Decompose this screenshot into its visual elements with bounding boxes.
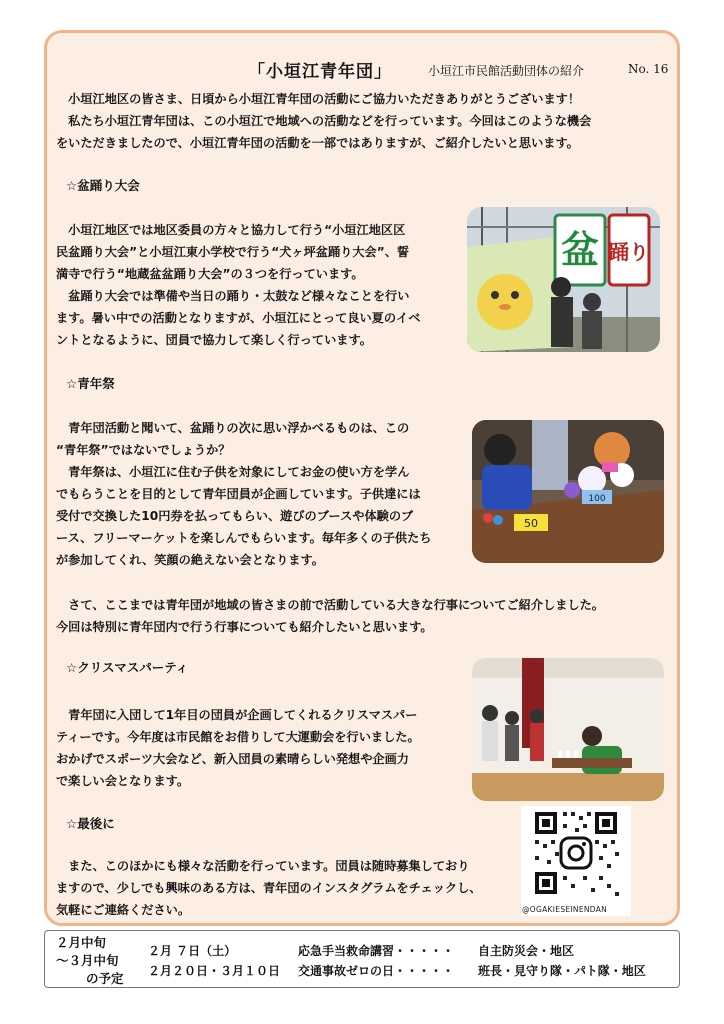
text-line: 満寺で行う“地蔵盆盆踊り大会”の３つを行っています。: [56, 267, 364, 281]
text-line: 青年団に入団して1年目の団員が企画してくれるクリスマスパー: [56, 708, 418, 722]
schedule-event: 応急手当救命講習・・・・・: [298, 944, 455, 958]
schedule-box: [44, 930, 680, 988]
odori-sign-text: 踊り: [609, 240, 649, 264]
period-line: ～３月中旬: [56, 953, 119, 968]
text-line: 民盆踊り大会”と小垣江東小学校で行う“犬ヶ坪盆踊り大会”、誓: [56, 245, 410, 259]
text-line: 今回は特別に青年団内で行う行事についても紹介したいと思います。: [56, 620, 433, 634]
text-line: 受付で交換した10円券を払ってもらい、遊びのブースや体験のブ: [56, 509, 414, 523]
price-tag: 100: [588, 494, 606, 504]
text-line: また、このほかにも様々な活動を行っています。団員は随時募集しており: [56, 859, 470, 873]
text-line: ース、フリーマーケットを楽しんでもらいます。毎年多くの子供たち: [56, 531, 432, 545]
schedule-event: 交通事故ゼロの日・・・・・: [298, 964, 455, 978]
intro-line: 小垣江地区の皆さま、日頃から小垣江青年団の活動にご協力いただきありがとうございます！: [56, 92, 581, 106]
instagram-qr-code[interactable]: [521, 806, 631, 916]
text-line: さて、ここまでは青年団が地域の皆さまの前で活動している大きな行事についてご紹介しました。: [56, 598, 604, 612]
text-line: ますので、少しでも興味のある方は、青年団のインスタグラムをチェックし、: [56, 881, 482, 895]
photo-christmas: [472, 658, 664, 801]
price-tag: 50: [524, 517, 538, 530]
instagram-handle: @OGAKIESEINENDAN: [522, 905, 608, 914]
text-line: 青年団活動と聞いて、盆踊りの次に思い浮かべるものは、この: [56, 421, 410, 435]
schedule-period: [56, 934, 136, 988]
text-line: でもらうことを目的として青年団員が企画しています。子供達には: [56, 487, 421, 501]
intro-text: [56, 88, 668, 154]
text-line: 盆踊り大会では準備や当日の踊り・太鼓など様々なことを行い: [56, 289, 410, 303]
text-line: ントとなるように、団員で協力して楽しく行っています。: [56, 333, 372, 347]
bon-sign-text: 盆: [560, 228, 600, 272]
section-heading-christmas: ☆クリスマスパーティ: [66, 660, 189, 675]
section-text-seinensai: [56, 417, 468, 571]
period-line: ２月中旬: [56, 935, 107, 950]
transition-text: [56, 594, 668, 638]
schedule-who: 自主防災会・地区: [478, 944, 575, 958]
photo-seinensai: [472, 420, 664, 563]
schedule-date: ２月 ７日（土）: [148, 944, 237, 958]
issue-number: No. 16: [628, 62, 669, 76]
text-line: 小垣江地区では地区委員の方々と協力して行う“小垣江地区区: [56, 223, 406, 237]
section-text-bon: [56, 219, 464, 351]
schedule-who: 班長・見守り隊・パト隊・地区: [478, 964, 646, 978]
text-line: で楽しい会となります。: [56, 774, 190, 788]
intro-line: をいただきましたので、小垣江青年団の活動を一部ではありますが、ご紹介したいと思います。: [56, 136, 579, 150]
text-line: おかげでスポーツ大会など、新入団員の素晴らしい発想や企画力: [56, 752, 409, 766]
intro-line: 私たち小垣江青年団は、この小垣江で地域への活動などを行っています。今回はこのような機会: [56, 114, 592, 128]
section-heading-seinensai: ☆青年祭: [66, 376, 115, 391]
period-line: の予定: [86, 971, 124, 986]
page-title: 「小垣江青年団」: [248, 62, 392, 82]
page-subtitle: 小垣江市民館活動団体の紹介: [428, 64, 585, 78]
section-text-christmas: [56, 704, 468, 792]
text-line: ティーです。今年度は市民館をお借りして大運動会を行いました。: [56, 730, 420, 744]
text-line: 気軽にご連絡ください。: [56, 903, 191, 917]
section-heading-last: ☆最後に: [66, 816, 115, 831]
section-heading-bon: ☆盆踊り大会: [66, 178, 140, 193]
photo-bon-odori: [467, 207, 660, 352]
text-line: が参加してくれ、笑顔の絶えない会となります。: [56, 553, 324, 567]
text-line: ます。暑い中での活動となりますが、小垣江にとって良い夏のイベ: [56, 311, 421, 325]
text-line: 青年祭は、小垣江に住む子供を対象にしてお金の使い方を学ん: [56, 465, 410, 479]
text-line: “青年祭”ではないでしょうか？: [56, 443, 231, 457]
schedule-date: ２月２０日・３月１０日: [148, 964, 281, 978]
section-text-last: [56, 855, 516, 921]
